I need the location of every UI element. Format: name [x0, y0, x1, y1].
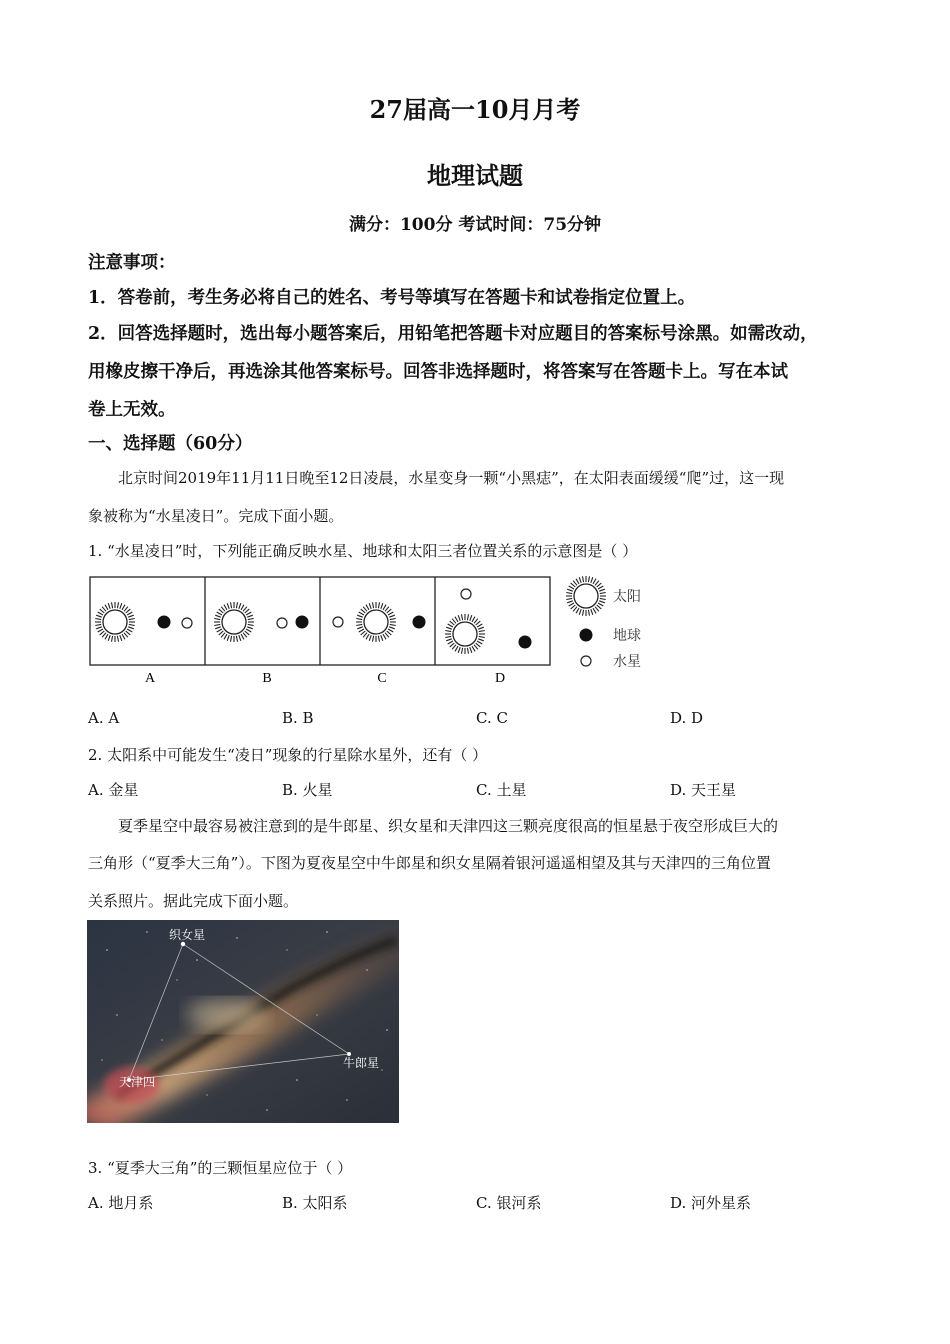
mercury-icon — [461, 589, 471, 599]
note-line-2a: 2．回答选择题时，选出每小题答案后，用铅笔把答题卡对应题目的答案标号涂黑。如需改动， — [88, 324, 818, 344]
summer-triangle-photo — [87, 920, 399, 1123]
q3-option-a[interactable]: A. 地月系 — [88, 1194, 154, 1212]
label-altair: 牛郎星 — [343, 1056, 380, 1070]
earth-icon — [519, 636, 532, 649]
earth-icon — [158, 616, 171, 629]
earth-icon — [413, 616, 426, 629]
note-line-2c: 卷上无效。 — [88, 400, 176, 420]
q1-option-c[interactable]: C. C — [476, 709, 508, 727]
panel-label-b: B — [262, 671, 272, 686]
panel-d — [445, 589, 532, 654]
q1-option-d[interactable]: D. D — [670, 709, 704, 727]
q2-option-a[interactable]: A. 金星 — [88, 781, 139, 799]
subject-title: 地理试题 — [427, 161, 523, 190]
q3-option-c[interactable]: C. 银河系 — [476, 1194, 542, 1212]
panel-label-c: C — [377, 671, 387, 686]
mercury-icon — [333, 617, 343, 627]
panel-label-d: D — [494, 671, 506, 686]
legend-sun-icon — [566, 576, 606, 616]
label-deneb: 天津四 — [119, 1075, 156, 1089]
passage1-line1: 北京时间2019年11月11日晚至12日凌晨，水星变身一颗“小黑痣”，在太阳表面缓缓“爬”过，这一现 — [118, 469, 785, 487]
panel-label-a: A — [144, 671, 156, 686]
note-line-1: 1．答卷前，考生务必将自己的姓名、考号等填写在答题卡和试卷指定位置上。 — [88, 288, 696, 308]
mercury-icon — [277, 618, 287, 628]
sun-icon — [214, 602, 254, 642]
panel-b — [214, 602, 309, 642]
legend-mercury-label: 水星 — [613, 654, 641, 670]
legend-mercury-icon — [581, 656, 591, 666]
q2-option-d[interactable]: D. 天王星 — [670, 781, 737, 799]
legend-earth-icon — [580, 629, 593, 642]
q2-stem: 2. 太阳系中可能发生“凌日”现象的行星除水星外，还有（ ） — [88, 746, 488, 764]
passage2-line2: 三角形（“夏季大三角”）。下图为夏夜星空中牛郎星和织女星隔着银河遥遥相望及其与天津四的三角位置 — [88, 854, 771, 872]
q2-option-b[interactable]: B. 火星 — [282, 781, 333, 799]
exam-title: 27届高一10月月考 — [369, 95, 581, 124]
q3-stem: 3. “夏季大三角”的三颗恒星应位于（ ） — [88, 1159, 353, 1177]
q1-option-b[interactable]: B. B — [282, 709, 314, 727]
legend — [566, 576, 641, 670]
q1-option-a[interactable]: A. A — [88, 709, 120, 727]
label-vega: 织女星 — [169, 928, 206, 942]
sun-icon — [95, 602, 135, 642]
vega-star — [181, 942, 185, 946]
exam-meta: 满分：100分 考试时间：75分钟 — [348, 215, 602, 235]
earth-icon — [296, 616, 309, 629]
sun-icon — [356, 602, 396, 642]
q2-option-c[interactable]: C. 土星 — [476, 781, 527, 799]
notes-heading: 注意事项： — [88, 253, 176, 273]
section-title: 一、选择题（60分） — [88, 434, 253, 454]
passage2-line3: 关系照片。据此完成下面小题。 — [88, 892, 299, 910]
note-line-2b: 用橡皮擦干净后，再选涂其他答案标号。回答非选择题时，将答案写在答题卡上。写在本试 — [88, 362, 788, 382]
q3-option-d[interactable]: D. 河外星系 — [670, 1194, 752, 1212]
sun-icon — [445, 614, 485, 654]
panel-c — [333, 602, 426, 642]
mercury-icon — [182, 618, 192, 628]
passage2-line1: 夏季星空中最容易被注意到的是牛郎星、织女星和天津四这三颗亮度很高的恒星悬于夜空形成巨大的 — [118, 817, 779, 835]
legend-earth-label: 地球 — [613, 628, 641, 644]
q1-diagram — [88, 574, 668, 692]
q1-stem: 1. “水星凌日”时，下列能正确反映水星、地球和太阳三者位置关系的示意图是（ ） — [88, 542, 638, 560]
panel-a — [95, 602, 192, 642]
q3-option-b[interactable]: B. 太阳系 — [282, 1194, 348, 1212]
passage1-line2: 象被称为“水星凌日”。完成下面小题。 — [88, 507, 344, 525]
legend-sun-label: 太阳 — [613, 589, 641, 605]
